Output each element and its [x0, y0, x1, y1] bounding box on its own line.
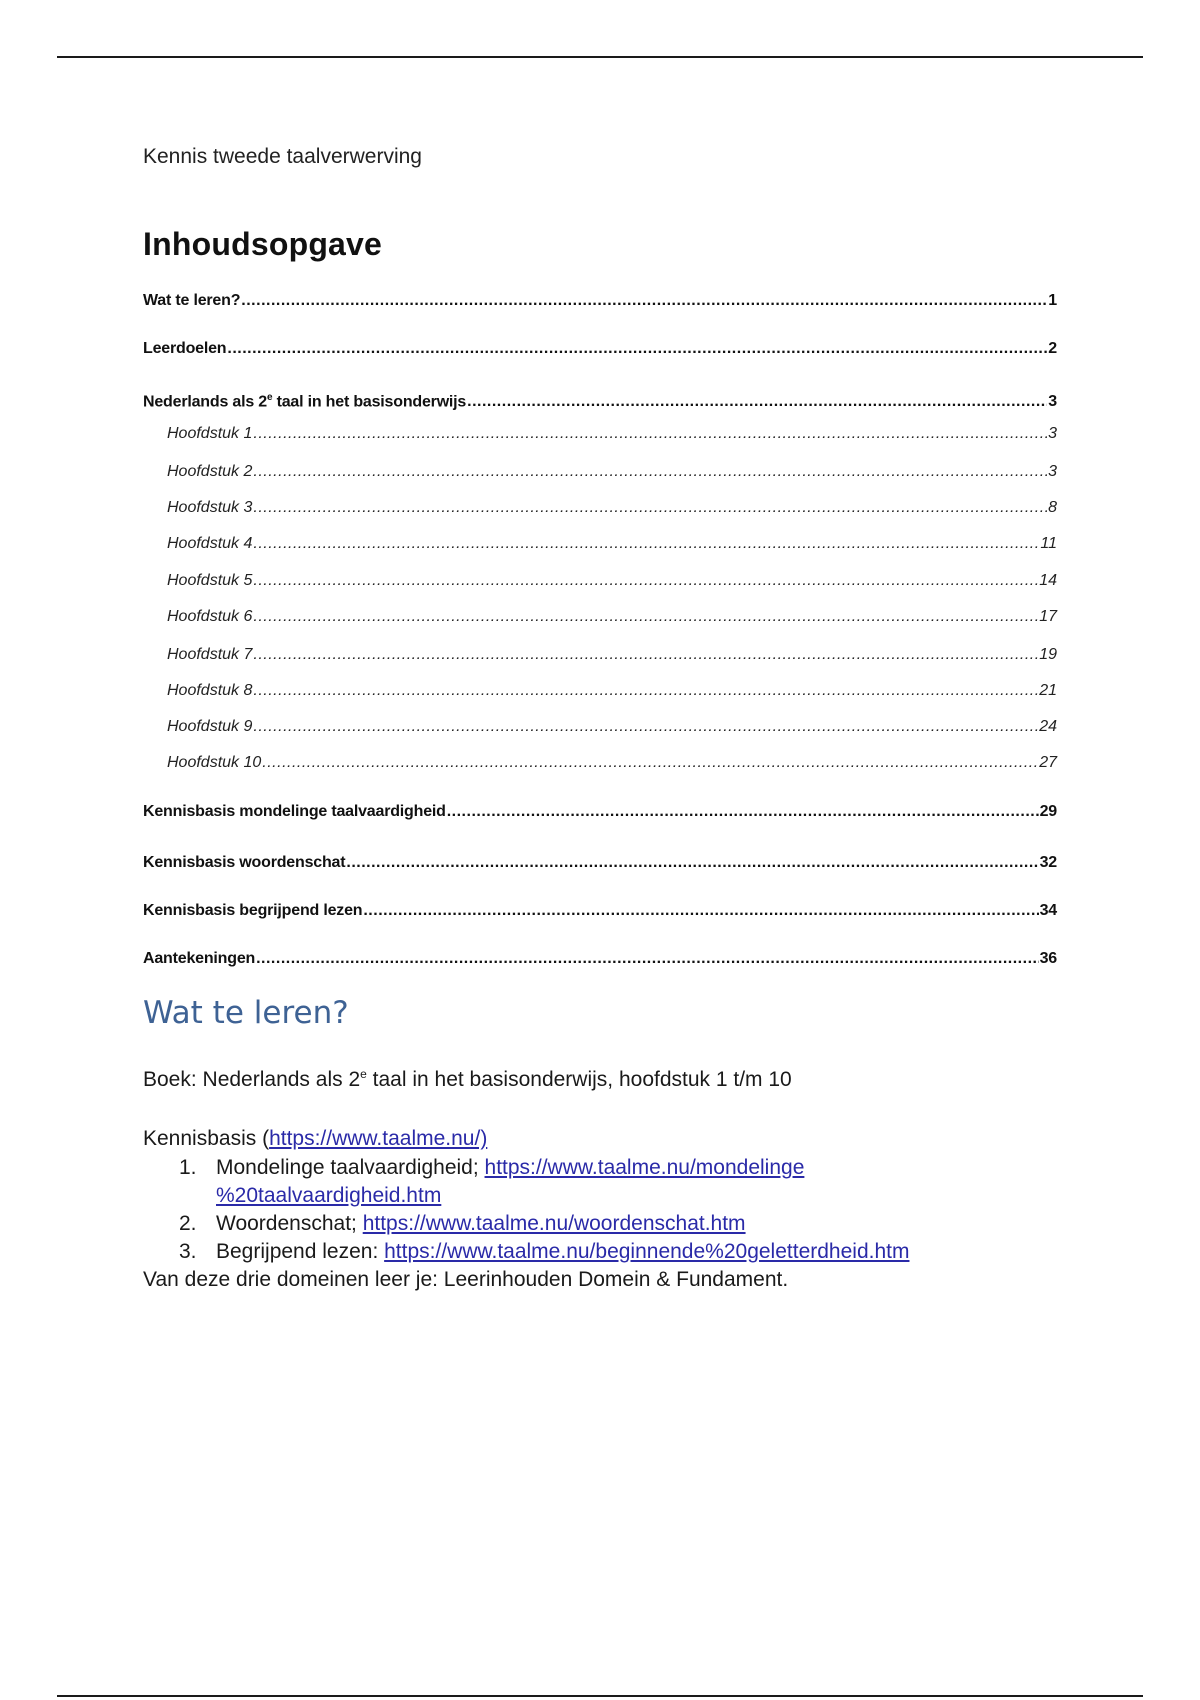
- mondelinge-link[interactable]: https://www.taalme.nu/mondelinge: [484, 1156, 805, 1179]
- closing-paragraph: Van deze drie domeinen leer je: Leerinhouden Domein & Fundament.: [143, 1268, 789, 1291]
- toc-entry-leerdoelen[interactable]: [143, 338, 1057, 360]
- toc-entry-hoofdstuk-2[interactable]: [167, 461, 1057, 483]
- toc-entry-nederlands-als-2e-taal[interactable]: [143, 387, 1057, 409]
- top-rule: [57, 56, 1143, 58]
- toc-entry-label: Hoofdstuk 9: [167, 718, 253, 735]
- toc-entry-page: 14: [1039, 572, 1057, 589]
- toc-entry-page: 11: [1040, 535, 1057, 552]
- toc-entry-label: Kennisbasis woordenschat: [143, 854, 346, 871]
- list-number: 1.: [179, 1156, 197, 1179]
- toc-entry-kennisbasis-begrijpend-lezen[interactable]: [143, 900, 1057, 922]
- toc-entry-label: Hoofdstuk 5: [167, 572, 253, 589]
- toc-entry-page: 29: [1039, 803, 1057, 820]
- woordenschat-link[interactable]: https://www.taalme.nu/woordenschat.htm: [362, 1212, 746, 1235]
- kennisbasis-paragraph: Kennisbasis (https://www.taalme.nu/): [143, 1127, 488, 1150]
- toc-entry-hoofdstuk-4[interactable]: [167, 533, 1057, 555]
- toc-entry-label: Hoofdstuk 1: [167, 425, 253, 442]
- toc-entry-label: Hoofdstuk 8: [167, 682, 253, 699]
- toc-entry-label: Kennisbasis mondelinge taalvaardigheid: [143, 803, 446, 820]
- toc-entry-page: 3: [1048, 425, 1057, 442]
- toc-entry-label: Leerdoelen: [143, 340, 227, 357]
- toc-entry-page: 8: [1048, 499, 1057, 516]
- toc-entry-wat-te-leren[interactable]: [143, 290, 1057, 312]
- toc-entry-page: 1: [1048, 292, 1057, 309]
- list-number: 2.: [179, 1212, 197, 1235]
- toc-entry-label: Kennisbasis begrijpend lezen: [143, 902, 363, 919]
- bottom-rule: [57, 1695, 1143, 1697]
- toc-entry-hoofdstuk-7[interactable]: [167, 644, 1057, 666]
- list-number: 3.: [179, 1240, 197, 1263]
- toc-entry-hoofdstuk-3[interactable]: [167, 497, 1057, 519]
- toc-entry-label: Hoofdstuk 6: [167, 608, 253, 625]
- toc-entry-label: Hoofdstuk 7: [167, 646, 253, 663]
- toc-entry-page: 17: [1039, 608, 1057, 625]
- toc-entry-page: 2: [1048, 340, 1057, 357]
- toc-entry-label: Hoofdstuk 2: [167, 463, 253, 480]
- begrijpend-lezen-link[interactable]: https://www.taalme.nu/beginnende%20geletterdheid.htm: [384, 1240, 910, 1263]
- toc-entry-label: Nederlands als 2e taal in het basisonderwijs: [143, 392, 467, 411]
- toc-entry-hoofdstuk-10[interactable]: [167, 752, 1057, 774]
- toc-entry-hoofdstuk-9[interactable]: [167, 716, 1057, 738]
- toc-entry-page: 27: [1039, 754, 1057, 771]
- document-header: Kennis tweede taalverwerving: [143, 145, 422, 168]
- toc-entry-page: 3: [1048, 393, 1057, 411]
- toc-entry-page: 36: [1039, 950, 1057, 967]
- kennisbasis-link[interactable]: https://www.taalme.nu/): [269, 1127, 488, 1150]
- toc-entry-aantekeningen[interactable]: [143, 948, 1057, 970]
- toc-entry-label: Wat te leren?: [143, 292, 241, 309]
- toc-entry-label: Hoofdstuk 10: [167, 754, 262, 771]
- book-paragraph: Boek: Nederlands als 2e taal in het basisonderwijs, hoofdstuk 1 t/m 10: [143, 1067, 792, 1091]
- toc-entry-hoofdstuk-5[interactable]: [167, 570, 1057, 592]
- toc-entry-page: 34: [1039, 902, 1057, 919]
- toc-entry-label: Aantekeningen: [143, 950, 256, 967]
- toc-entry-page: 24: [1039, 718, 1057, 735]
- mondelinge-link-continued[interactable]: %20taalvaardigheid.htm: [216, 1184, 442, 1207]
- toc-entry-page: 3: [1048, 463, 1057, 480]
- toc-entry-kennisbasis-woordenschat[interactable]: [143, 852, 1057, 874]
- toc-entry-hoofdstuk-8[interactable]: [167, 680, 1057, 702]
- section-heading: Wat te leren?: [143, 995, 349, 1031]
- toc-entry-kennisbasis-mondelinge[interactable]: [143, 801, 1057, 823]
- toc-entry-hoofdstuk-1[interactable]: [167, 423, 1057, 445]
- toc-title: Inhoudsopgave: [143, 226, 383, 262]
- toc-entry-label: Hoofdstuk 3: [167, 499, 253, 516]
- toc-entry-hoofdstuk-6[interactable]: [167, 606, 1057, 628]
- toc-entry-page: 19: [1039, 646, 1057, 663]
- toc-entry-page: 32: [1039, 854, 1057, 871]
- toc-entry-page: 21: [1039, 682, 1057, 699]
- toc-entry-label: Hoofdstuk 4: [167, 535, 253, 552]
